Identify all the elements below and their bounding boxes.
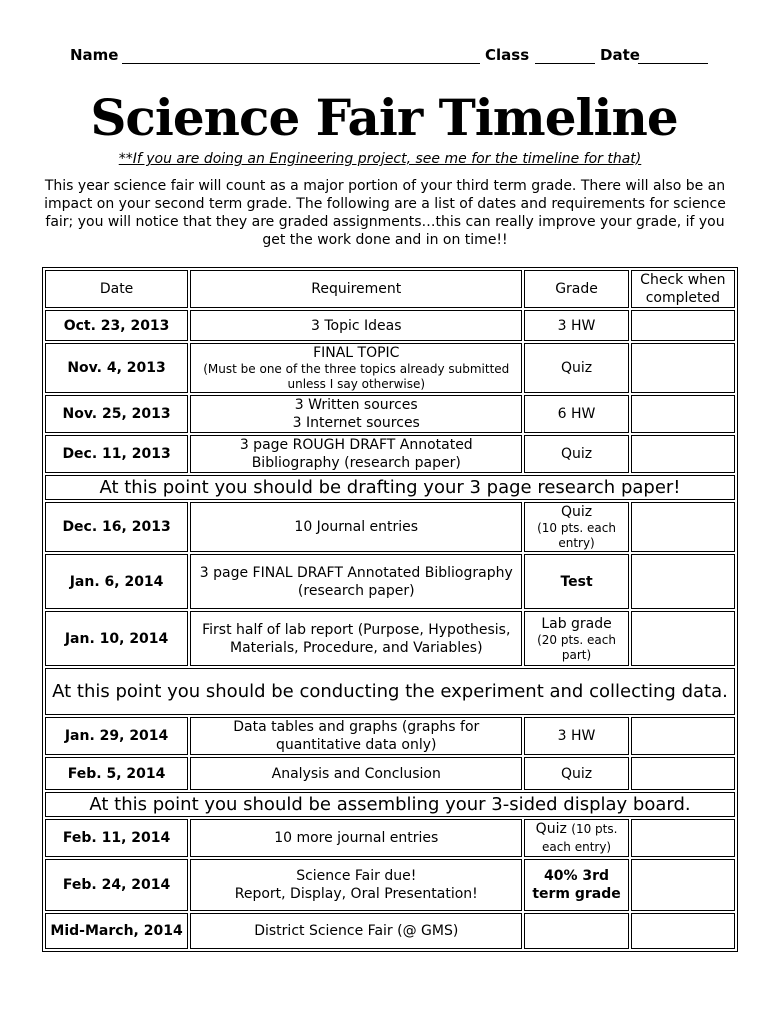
- class-label: Class: [485, 46, 530, 64]
- row-grade: [524, 819, 628, 857]
- row-requirement: 10 more journal entries: [190, 819, 522, 857]
- table-row: [45, 502, 735, 552]
- row-requirement: [190, 395, 522, 433]
- check-box[interactable]: [631, 717, 735, 755]
- row-grade: 3 HW: [524, 717, 628, 755]
- date-label: Date: [600, 46, 640, 64]
- milestone-banner: [45, 475, 735, 500]
- name-label: Name: [70, 46, 119, 64]
- row-date: Jan. 29, 2014: [45, 717, 188, 755]
- row-grade: Quiz: [524, 757, 628, 790]
- check-box[interactable]: [631, 395, 735, 433]
- row-grade: Quiz: [524, 435, 628, 473]
- table-row: [45, 757, 735, 790]
- table-row: [45, 554, 735, 609]
- row-date: Nov. 25, 2013: [45, 395, 188, 433]
- row-date: Feb. 24, 2014: [45, 859, 188, 911]
- row-requirement: [190, 343, 522, 393]
- row-date: Feb. 11, 2014: [45, 819, 188, 857]
- table-row: [45, 717, 735, 755]
- grade-detail: (10 pts. each entry): [541, 822, 618, 854]
- row-grade: 6 HW: [524, 395, 628, 433]
- row-requirement: [190, 859, 522, 911]
- table-row: [45, 310, 735, 341]
- row-date: Jan. 6, 2014: [45, 554, 188, 609]
- row-requirement: Data tables and graphs (graphs for quantitative data only): [190, 717, 522, 755]
- row-requirement: District Science Fair (@ GMS): [190, 913, 522, 949]
- check-box[interactable]: [631, 310, 735, 341]
- row-requirement: Analysis and Conclusion: [190, 757, 522, 790]
- class-field[interactable]: [535, 63, 595, 64]
- date-field[interactable]: [638, 63, 708, 64]
- requirement-main: FINAL TOPIC: [313, 345, 400, 361]
- requirement-detail: (research paper): [297, 582, 415, 599]
- milestone-banner: [45, 668, 735, 715]
- requirement-main: Science Fair due!: [296, 868, 417, 884]
- row-grade: [524, 913, 628, 949]
- row-date: Dec. 16, 2013: [45, 502, 188, 552]
- row-grade: [524, 502, 628, 552]
- row-date: Jan. 10, 2014: [45, 611, 188, 666]
- row-grade: Quiz: [524, 343, 628, 393]
- grade-text: Quiz: [535, 821, 567, 837]
- header-grade: Grade: [524, 270, 628, 308]
- timeline-table: [42, 267, 738, 952]
- check-box[interactable]: [631, 435, 735, 473]
- requirement-detail: 3 Internet sources: [292, 415, 420, 431]
- table-row: [45, 859, 735, 911]
- check-box[interactable]: [631, 859, 735, 911]
- requirement-main: 3 Written sources: [294, 397, 418, 413]
- table-row: [45, 435, 735, 473]
- row-date: Mid-March, 2014: [45, 913, 188, 949]
- table-row: [45, 395, 735, 433]
- student-info-line: [70, 46, 710, 68]
- banner-text: At this point you should be conducting the experiment and collecting data.: [45, 668, 735, 715]
- row-date: Dec. 11, 2013: [45, 435, 188, 473]
- row-grade: [524, 611, 628, 666]
- grade-main: Quiz: [560, 504, 593, 520]
- grade-detail: (20 pts. each part): [537, 632, 616, 662]
- check-box[interactable]: [631, 913, 735, 949]
- grade-main: Lab grade: [541, 615, 612, 632]
- engineering-note: **If you are doing an Engineering project, see me for the timeline for that): [118, 151, 642, 167]
- row-requirement: 3 page ROUGH DRAFT Annotated Bibliography (research paper): [190, 435, 522, 473]
- row-grade: 3 HW: [524, 310, 628, 341]
- requirement-detail: Report, Display, Oral Presentation!: [234, 886, 478, 902]
- page-title: Science Fair Timeline: [90, 88, 678, 147]
- table-row: [45, 343, 735, 393]
- check-box[interactable]: [631, 611, 735, 666]
- milestone-banner: [45, 792, 735, 817]
- check-box[interactable]: [631, 502, 735, 552]
- table-header-row: [45, 270, 735, 308]
- row-requirement: 3 Topic Ideas: [190, 310, 522, 341]
- row-requirement: 10 Journal entries: [190, 502, 522, 552]
- check-box[interactable]: [631, 554, 735, 609]
- requirement-detail: (Must be one of the three topics already submitted unless I say otherwise): [203, 362, 510, 391]
- name-field[interactable]: [122, 63, 480, 64]
- requirement-main: 3 page FINAL DRAFT Annotated Bibliography: [199, 564, 513, 581]
- table-row: [45, 913, 735, 949]
- banner-text: At this point you should be assembling your 3-sided display board.: [45, 792, 735, 817]
- table-row: [45, 611, 735, 666]
- row-grade: Test: [524, 554, 628, 609]
- row-requirement: [190, 554, 522, 609]
- row-date: Oct. 23, 2013: [45, 310, 188, 341]
- intro-paragraph: This year science fair will count as a major portion of your third term grade. There will also be an impact on your second term grade. The following are a list of dates and requirements for science fair; you will notice that they are graded assignments…this can really improve your grade, if you get the work done and in on time!!: [44, 178, 726, 248]
- row-grade: 40% 3rd term grade: [524, 859, 628, 911]
- grade-detail: (10 pts. each entry): [537, 521, 616, 550]
- header-requirement: Requirement: [190, 270, 522, 308]
- row-requirement: First half of lab report (Purpose, Hypothesis, Materials, Procedure, and Variables): [190, 611, 522, 666]
- header-date: Date: [45, 270, 188, 308]
- table-row: [45, 819, 735, 857]
- row-date: Feb. 5, 2014: [45, 757, 188, 790]
- check-box[interactable]: [631, 757, 735, 790]
- row-date: Nov. 4, 2013: [45, 343, 188, 393]
- header-check: Check when completed: [631, 270, 735, 308]
- check-box[interactable]: [631, 343, 735, 393]
- check-box[interactable]: [631, 819, 735, 857]
- banner-text: At this point you should be drafting your 3 page research paper!: [45, 475, 735, 500]
